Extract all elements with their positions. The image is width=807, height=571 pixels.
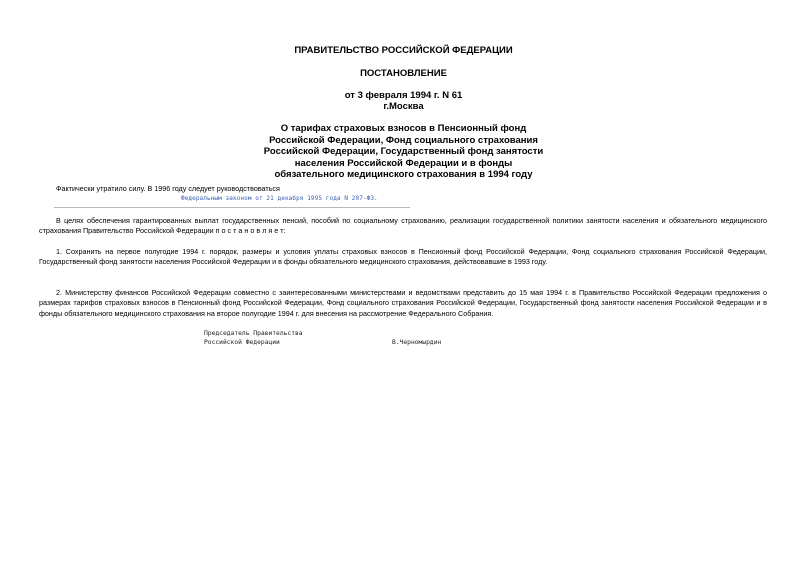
document-date-number: от 3 февраля 1994 г. N 61 <box>344 90 463 101</box>
government-title: ПРАВИТЕЛЬСТВО РОССИЙСКОЙ ФЕДЕРАЦИИ <box>294 45 513 56</box>
signatory-position-line: Российской Федерации <box>204 339 280 346</box>
signatory-position <box>204 329 303 347</box>
subject-line: Российской Федерации, Фонд социального страхования <box>269 134 538 146</box>
signatory-name: В.Черномырдин <box>392 339 442 346</box>
preamble-paragraph: В целях обеспечения гарантированных выплат государственных пенсий, пособий по социальному страхованию, реализации государственной политики занятости населения и обязательного медицинского страхования Правительство Российской Федерации п о с т а н о в л я е т: <box>39 216 767 236</box>
subject-line: О тарифах страховых взносов в Пенсионный фонд <box>280 123 527 134</box>
signatory-position-line: Председатель Правительства <box>204 330 303 337</box>
subject-line: Российской Федерации, Государственный фонд занятости <box>263 146 544 158</box>
subject-line: населения Российской Федерации и в фонды <box>294 157 513 169</box>
document-type: ПОСТАНОВЛЕНИЕ <box>360 68 447 79</box>
status-note: Фактически утратило силу. В 1996 году следует руководствоваться <box>56 184 280 193</box>
clause-1-paragraph: 1. Сохранить на первое полугодие 1994 г. порядок, размеры и условия уплаты страховых взносов в Пенсионный фонд Российской Федерации, Фонд социального страхования Российской Федерации, Государственный фонд занятости населения Российской Федерации и в фонды обязательного медицинского страхования, действовавшие в 1993 году. <box>39 247 767 267</box>
document-city: г.Москва <box>383 101 424 112</box>
note-divider <box>54 207 410 208</box>
clause-2-paragraph: 2. Министерству финансов Российской Федерации совместно с заинтересованными министерствами и ведомствами представить до 15 мая 1994 г. в Правительство Российской Федерации предложения о размерах тарифов страховых взносов в Пенсионный фонд Российской Федерации, Фонд социального страхования Российской Федерации, Государственный фонд занятости населения Российской Федерации и в фонды обязательного медицинского страхования на второе полугодие 1994 г. для внесения на рассмотрение Федерального Собрания. <box>39 288 767 318</box>
document-subject <box>0 123 807 181</box>
status-note-law-link[interactable]: Федеральным законом от 21 декабря 1995 года N 207-ФЗ. <box>181 195 378 202</box>
subject-line: обязательного медицинского страхования в 1994 году <box>274 169 533 181</box>
